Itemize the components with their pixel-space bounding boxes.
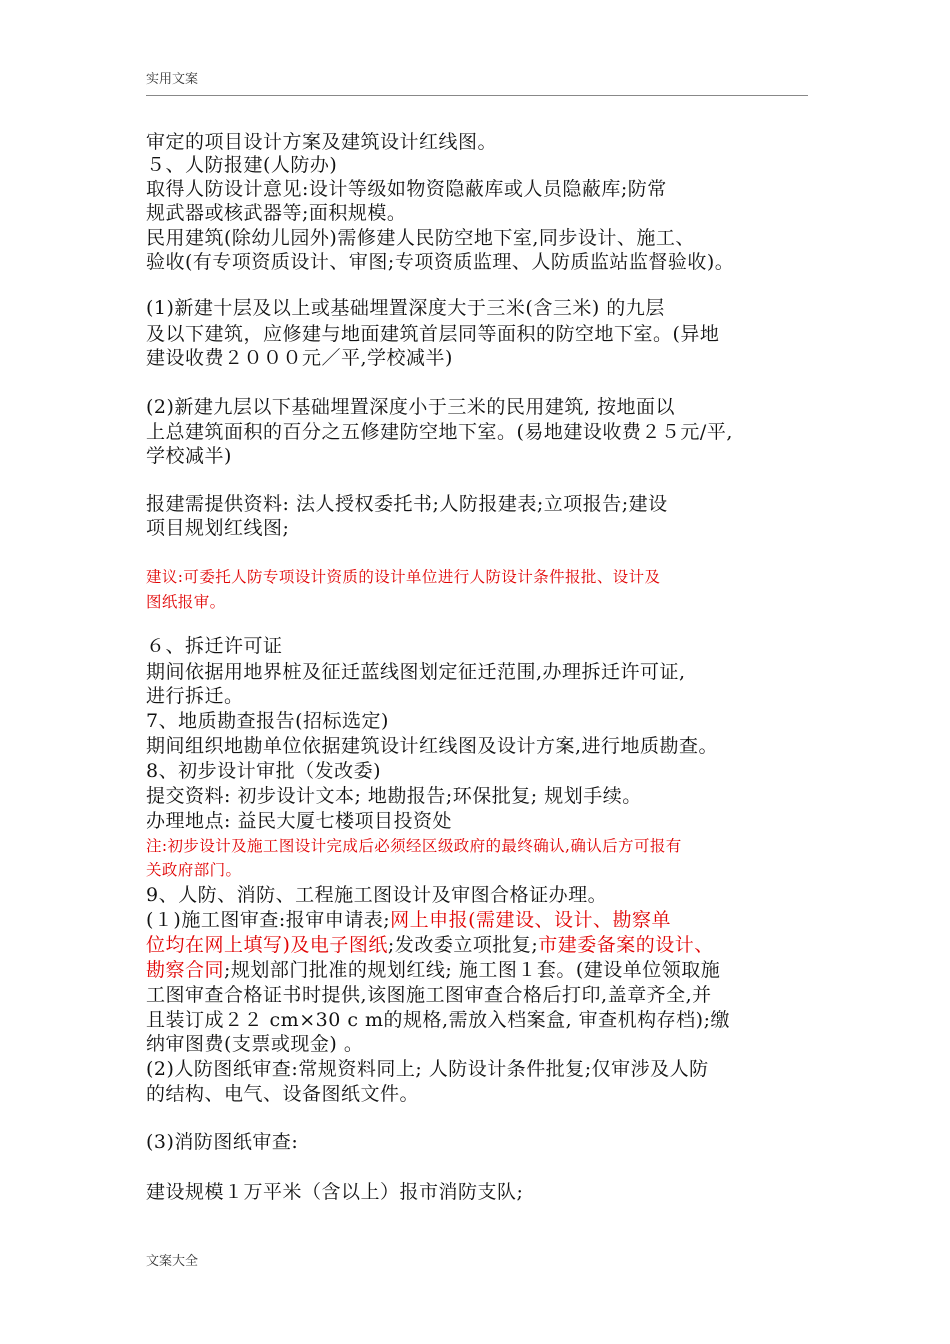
highlight-run: 网上申报(需建设、设计、勘察单 (390, 909, 672, 931)
text-line: 上总建筑面积的百分之五修建防空地下室。(易地建设收费２５元/平, (146, 421, 733, 443)
text-line: (3)消防图纸审查: (146, 1131, 299, 1153)
text-line: 建设收费２０００元／平,学校减半) (146, 347, 453, 369)
suggestion-note: 建议:可委托人防专项设计资质的设计单位进行人防设计条件报批、设计及 (146, 568, 661, 586)
page-header: 实用文案 (146, 72, 199, 87)
header-rule (146, 95, 808, 96)
text-line: 报建需提供资料: 法人授权委托书;人防报建表;立项报告;建设 (146, 493, 668, 515)
text-line: 且装订成２２ cm×30 c m的规格,需放入档案盒, 审查机构存档);缴 (146, 1009, 730, 1031)
text-run: (１)施工图审查:报审申请表; (146, 909, 391, 931)
text-line: 民用建筑(除幼儿园外)需修建人民防空地下室,同步设计、施工、 (146, 227, 695, 249)
text-line (146, 933, 714, 957)
text-line: 学校减半) (146, 445, 232, 467)
text-line: 验收(有专项资质设计、审图;专项资质监理、人防质监站监督验收)。 (146, 251, 735, 273)
highlight-run: 市建委备案的设计、 (538, 934, 714, 956)
section-heading: ５、人防报建(人防办) (146, 154, 338, 176)
text-line: (2)新建九层以下基础埋置深度小于三米的民用建筑, 按地面以 (146, 396, 675, 418)
text-line: 办理地点: 益民大厦七楼项目投资处 (146, 810, 452, 832)
text-line: (1)新建十层及以上或基础埋置深度大于三米(含三米) 的九层 (146, 297, 665, 319)
suggestion-note: 图纸报审。 (146, 593, 226, 611)
text-line: 审定的项目设计方案及建筑设计红线图。 (146, 131, 498, 153)
warning-note: 关政府部门。 (146, 861, 242, 879)
text-line: 期间组织地勘单位依据建筑设计红线图及设计方案,进行地质勘查。 (146, 735, 719, 757)
text-line: 建设规模１万平米（含以上）报市消防支队; (146, 1181, 524, 1203)
highlight-run: 勘察合同 (146, 959, 225, 981)
text-line: 纳审图费(支票或现金) 。 (146, 1033, 364, 1055)
section-heading: 8、初步设计审批（发改委) (146, 760, 382, 782)
text-line: 取得人防设计意见:设计等级如物资隐蔽库或人员隐蔽库;防常 (146, 178, 667, 200)
text-line: 期间依据用地界桩及征迁蓝线图划定征迁范围,办理拆迁许可证, (146, 661, 686, 683)
highlight-run: 位均在网上填写)及电子图纸 (146, 934, 388, 956)
section-heading: ６、拆迁许可证 (146, 635, 283, 657)
text-line: 提交资料: 初步设计文本; 地勘报告;环保批复; 规划手续。 (146, 785, 642, 807)
text-line (146, 958, 720, 982)
page-footer: 文案大全 (146, 1254, 199, 1269)
text-line (146, 908, 671, 932)
section-heading: 9、人防、消防、工程施工图设计及审图合格证办理。 (146, 884, 608, 906)
section-heading: 7、地质勘查报告(招标选定) (146, 710, 389, 732)
text-line: (2)人防图纸审查:常规资料同上; 人防设计条件批复;仅审涉及人防 (146, 1058, 709, 1080)
text-run: ;发改委立项批复; (387, 934, 539, 956)
text-line: 工图审查合格证书时提供,该图施工图审查合格后打印,盖章齐全,并 (146, 984, 712, 1006)
text-line: 的结构、电气、设备图纸文件。 (146, 1083, 420, 1105)
warning-note: 注:初步设计及施工图设计完成后必须经区级政府的最终确认,确认后方可报有 (146, 837, 682, 855)
text-line: 规武器或核武器等;面积规模。 (146, 202, 407, 224)
text-line: 及以下建筑，应修建与地面建筑首层同等面积的防空地下室。(异地 (146, 323, 720, 345)
text-line: 项目规划红线图; (146, 517, 290, 539)
text-run: ;规划部门批准的规划红线; 施工图１套。(建设单位领取施 (224, 959, 721, 981)
text-line: 进行拆迁。 (146, 685, 244, 707)
